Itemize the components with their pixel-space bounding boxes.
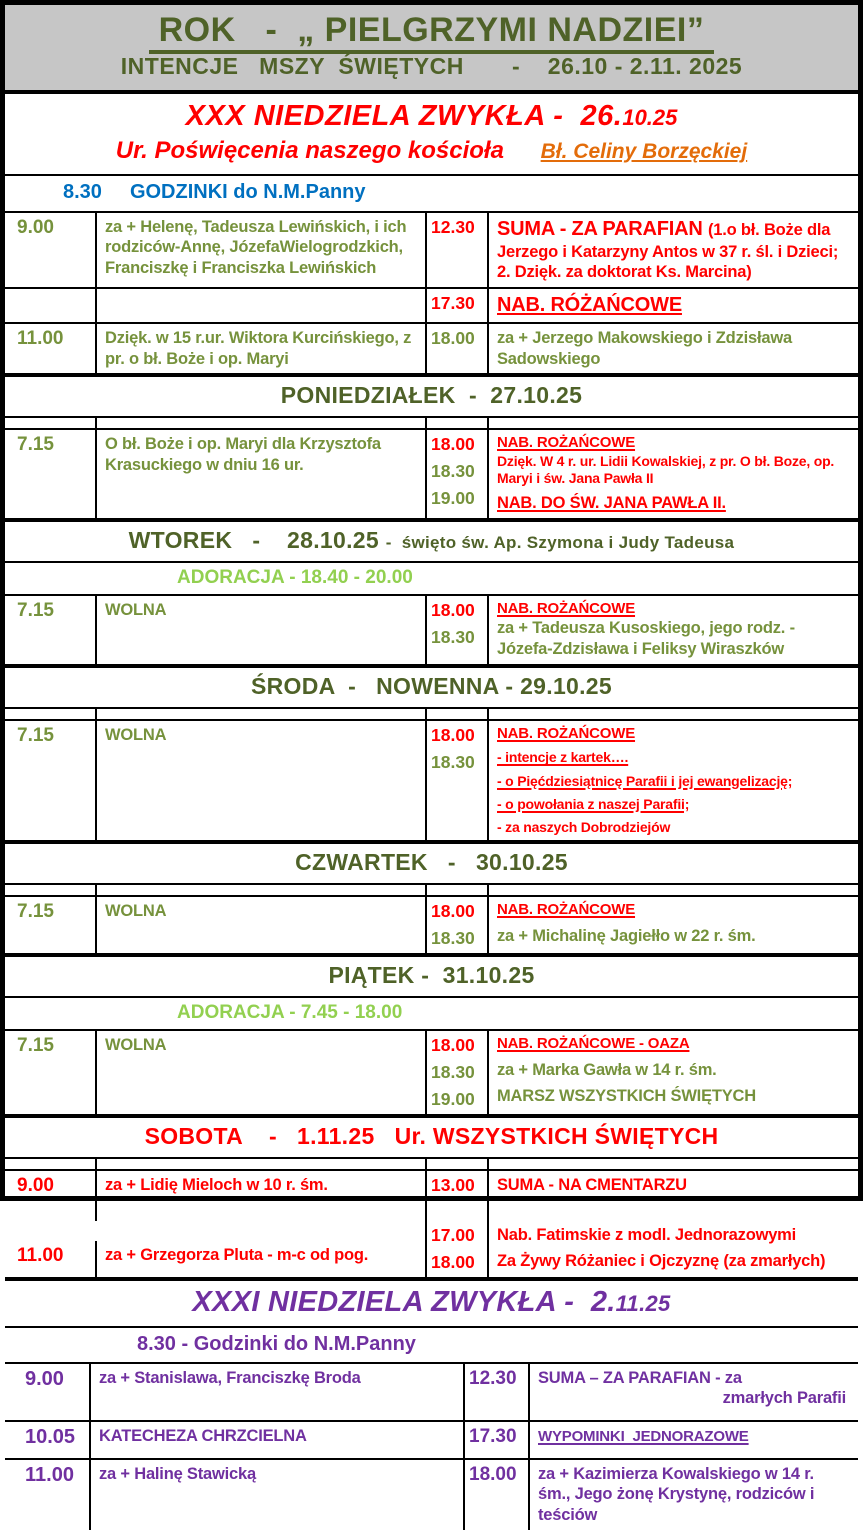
section-saturday xyxy=(5,1114,858,1277)
mass-row xyxy=(5,1169,858,1221)
mass-row xyxy=(5,287,858,322)
time-cell: 7.15 xyxy=(17,434,54,456)
intention-cell xyxy=(95,289,425,322)
intention-cell: za + Kazimierza Kowalskiego w 14 r. śm., Jego żonę Krystynę, rodziców i teściów xyxy=(528,1460,858,1530)
time-cell: 7.15 xyxy=(17,1034,54,1056)
time-cell: 7.15 xyxy=(17,900,54,922)
time-cell xyxy=(5,289,95,322)
intention-cell: KATECHEZA CHRZCIELNA xyxy=(89,1422,463,1458)
time-cell: 9.00 xyxy=(17,216,54,238)
time-cell: 11.00 xyxy=(17,1244,64,1266)
intention-cell: WOLNA xyxy=(95,596,425,664)
day-header-monday: PONIEDZIAŁEK - 27.10.25 xyxy=(5,373,858,418)
intention-cell: WOLNA xyxy=(95,897,425,953)
intention-cell: NAB. ROŻAŃCOWE za + Tadeusza Kusoskiego, jego rodz. - Józefa-Zdzisława i Feliksy Wiraszków xyxy=(487,596,858,664)
time-cell: 17.30 xyxy=(425,289,487,322)
intention-cell: za + Stanislawa, Franciszkę Broda xyxy=(89,1364,463,1420)
intention-cell: SUMA - NA CMENTARZU xyxy=(487,1171,858,1221)
masthead xyxy=(5,5,858,94)
time-cell: 13.00 xyxy=(425,1171,487,1221)
section-tuesday xyxy=(5,518,858,664)
mass-row xyxy=(5,594,858,664)
godzinki-label: GODZINKI do N.M.Panny xyxy=(129,180,366,203)
intention-cell: Nab. Fatimskie z modl. Jednorazowymi Za Żywy Różaniec i Ojczyznę (za zmarłych) xyxy=(487,1221,858,1277)
spacer-row xyxy=(5,885,858,895)
intention-cell: WOLNA xyxy=(95,721,425,840)
godzinki-row xyxy=(5,174,858,211)
year-motto-title: ROK - „ PIELGRZYMI NADZIEI” xyxy=(5,13,858,49)
intention-cell: za + Jerzego Makowskiego i Zdzisława Sadowskiego xyxy=(487,324,858,373)
time-cell: 7.15 xyxy=(17,599,54,621)
mass-row xyxy=(5,1029,858,1114)
spacer-row xyxy=(5,709,858,719)
intention-cell: O bł. Boże i op. Maryi dla Krzysztofa Krasuckiego w dniu 16 ur. xyxy=(95,430,425,518)
mass-row xyxy=(5,1458,858,1530)
spacer-row xyxy=(5,1159,858,1169)
sunday-26-title: XXX NIEDZIELA ZWYKŁA - 26.10.25 xyxy=(185,99,678,132)
intention-cell: za + Halinę Stawicką xyxy=(89,1460,463,1530)
time-cell: 18.00 xyxy=(425,324,487,373)
section-friday xyxy=(5,953,858,1114)
mass-row xyxy=(5,428,858,518)
day-header-thursday: CZWARTEK - 30.10.25 xyxy=(5,840,858,885)
intention-cell: za + Grzegorza Pluta - m-c od pog. xyxy=(95,1241,425,1277)
time-cell: 18.00 18.30 xyxy=(425,721,487,840)
mass-row xyxy=(5,211,858,287)
time-cell: 18.00 18.30 xyxy=(425,897,487,953)
time-cell: 12.30 xyxy=(425,213,487,287)
intention-cell: za + Helenę, Tadeusza Lewińskich, i ich rodziców-Annę, JózefaWielogrodzkich, Franciszkę i Franciszka Lewińskich xyxy=(95,213,425,287)
section-sunday-02-11 xyxy=(5,1277,858,1530)
mass-row xyxy=(5,322,858,373)
sunday-26-subtitle: Ur. Poświęcenia naszego kościoła Bł. Celiny Borzęckiej xyxy=(115,136,748,164)
intention-cell: SUMA - ZA PARAFIAN (1.o bł. Boże dla Jerzego i Katarzyny Antos w 37 r. śl. i Dzieci; 2. Dzięk. za doktorat Ks. Marcina) xyxy=(487,213,858,287)
intention-cell: NAB. RÓŻAŃCOWE xyxy=(487,289,858,322)
intention-cell: NAB. ROŻAŃCOWE - intencje z kartek…. - o Pięćdziesiątnicę Parafii i jej ewangelizację; - o powołania z naszej Parafii; - za naszych Dobrodziejów xyxy=(487,721,858,840)
mass-row xyxy=(5,1221,858,1277)
mass-row xyxy=(5,719,858,840)
day-header-tuesday: WTOREK - 28.10.25 - święto św. Ap. Szymona i Judy Tadeusa xyxy=(5,518,858,563)
section-sunday-26-10 xyxy=(5,94,858,374)
time-cell: 18.00 18.30 xyxy=(425,596,487,664)
mass-row xyxy=(5,895,858,953)
day-header-friday: PIĄTEK - 31.10.25 xyxy=(5,953,858,998)
patron-name: Bł. Celiny Borzęckiej xyxy=(540,139,748,163)
intention-cell: za + Lidię Mieloch w 10 r. śm. xyxy=(95,1171,425,1221)
godzinki-time: 8.30 xyxy=(63,180,102,203)
spacer-row xyxy=(5,418,858,428)
intention-cell: NAB. ROŻAŃCOWE Dzięk. W 4 r. ur. Lidii Kowalskiej, z pr. O bł. Boze, op. Maryi i św. Jana Pawła II NAB. DO ŚW. JANA PAWŁA II. xyxy=(487,430,858,518)
sunday-02-title: XXXI NIEDZIELA ZWYKŁA - 2.11.25 xyxy=(5,1277,858,1328)
time-cell: 18.00 18.30 19.00 xyxy=(425,430,487,518)
intention-cell: WYPOMINKI JEDNORAZOWE xyxy=(528,1422,858,1458)
intention-cell: WOLNA xyxy=(95,1031,425,1114)
time-cell: 18.00 xyxy=(463,1460,528,1530)
intention-cell: Dzięk. w 15 r.ur. Wiktora Kurcińskiego, z pr. o bł. Boże i op. Maryi xyxy=(95,324,425,373)
time-cell: 18.00 18.30 19.00 xyxy=(425,1031,487,1114)
section-wednesday xyxy=(5,664,858,840)
section-thursday xyxy=(5,840,858,953)
section-monday xyxy=(5,373,858,518)
time-cell: 11.00 xyxy=(25,1463,74,1486)
time-cell: 7.15 xyxy=(17,724,54,746)
intention-cell: NAB. ROŻAŃCOWE - OAZA za + Marka Gawła w 14 r. śm. MARSZ WSZYSTKICH ŚWIĘTYCH xyxy=(487,1031,858,1114)
time-cell: 10.05 xyxy=(25,1425,76,1448)
godzinki-row: 8.30 - Godzinki do N.M.Panny xyxy=(137,1332,416,1355)
time-cell: 9.00 xyxy=(17,1174,54,1196)
adoration-row: ADORACJA - 7.45 - 18.00 xyxy=(177,1001,403,1023)
time-cell: 12.30 xyxy=(463,1364,528,1420)
mass-row xyxy=(5,1362,858,1420)
intention-cell: NAB. ROŻAŃCOWE za + Michalinę Jagiełło w 22 r. śm. xyxy=(487,897,858,953)
time-cell: 11.00 xyxy=(17,327,64,349)
day-header-saturday: SOBOTA - 1.11.25 Ur. WSZYSTKICH ŚWIĘTYCH xyxy=(5,1114,858,1159)
time-cell: 17.00 18.00 xyxy=(425,1221,487,1277)
time-cell: 9.00 xyxy=(25,1367,64,1390)
mass-row xyxy=(5,1420,858,1458)
adoration-row: ADORACJA - 18.40 - 20.00 xyxy=(177,566,413,588)
day-header-wednesday: ŚRODA - NOWENNA - 29.10.25 xyxy=(5,664,858,709)
time-cell: 17.30 xyxy=(463,1422,528,1458)
intention-cell: SUMA – ZA PARAFIAN - za zmarłych Parafii xyxy=(528,1364,858,1420)
bulletin-subtitle: INTENCJE MSZY ŚWIĘTYCH - 26.10 - 2.11. 2025 xyxy=(120,52,743,79)
